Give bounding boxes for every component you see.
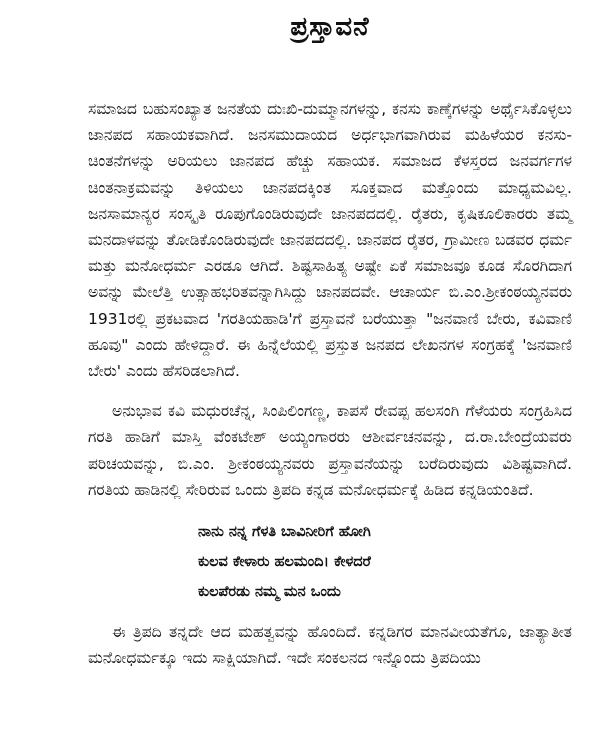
paragraph-3: ಈ ತ್ರಿಪದಿ ತನ್ನದೇ ಆದ ಮಹತ್ವವನ್ನು ಹೊಂದಿದೆ. ಕನ್ನಡಿಗರ ಮಾನವೀಯತೆಗೂ, ಜಾತ್ಯಾತೀತ ಮನೋಧರ್ಮಕ್ಕೂ ಇದು ಸಾಕ್ಷಿಯಾಗಿದೆ. ಇದೇ ಸಂಕಲನದ ಇನ್ನೊಂದು ತ್ರಿಪದಿಯು	[88, 623, 572, 668]
verse-line-1: ನಾನು ನನ್ನ ಗೆಳತಿ ಬಾವಿನೀರಿಗೆ ಹೋಗಿ	[198, 524, 371, 541]
verse-line-2: ಕುಲವ ಕೇಳಾರು ಹಲಮಂದಿ। ಕೇಳದರೆ	[198, 554, 371, 571]
tripadi-verse	[198, 517, 572, 607]
page-title: ಪ್ರಸ್ತಾವನೆ	[290, 12, 370, 42]
paragraph-1: ಸಮಾಜದ ಬಹುಸಂಖ್ಯಾತ ಜನತೆಯ ದುಃಖಿ-ದುಮ್ಮಾನಗಳನ್ನು, ಕನಸು ಕಾಣ್ಕೆಗಳನ್ನು ಅರ್ಥೈಸಿಕೊಳ್ಳಲು ಜಾನಪದ ಸಹಾಯಕವಾಗಿದೆ. ಜನಸಮುದಾಯದ ಅರ್ಧಭಾಗವಾಗಿರುವ ಮಹಿಳೆಯರ ಕನಸು-ಚಿಂತನೆಗಳನ್ನು ಅರಿಯಲು ಜಾನಪದ ಹೆಚ್ಚು ಸಹಾಯಕ. ಸಮಾಜದ ಕೆಳಸ್ತರದ ಜನವರ್ಗಗಳ ಚಿಂತನಾಕ್ರಮವನ್ನು ತಿಳಿಯಲು ಜಾನಪದಕ್ಕಿಂತ ಸೂಕ್ತವಾದ ಮತ್ತೊಂದು ಮಾಧ್ಯಮವಿಲ್ಲ. ಜನಸಾಮಾನ್ಯರ ಸಂಸ್ಕೃತಿ ರೂಪುಗೊಂಡಿರುವುದೇ ಜಾನಪದದಲ್ಲಿ. ರೈತರು, ಕೃಷಿಕೂಲಿಕಾರರು ತಮ್ಮ ಮನದಾಳವನ್ನು ತೋಡಿಕೊಂಡಿರುವುದೇ ಜಾನಪದದಲ್ಲಿ. ಜಾನಪದ ರೈತರ, ಗ್ರಾಮೀಣ ಬಡವರ ಧರ್ಮ ಮತ್ತು ಮನೋಧರ್ಮ ಎರಡೂ ಆಗಿದೆ. ಶಿಷ್ಟಸಾಹಿತ್ಯ ಅಷ್ಟೇ ಏಕೆ ಸಮಾಜವೂ ಕೂಡ ಸೊರಗಿದಾಗ ಅವನ್ನು ಮೇಲೆತ್ತಿ ಉತ್ಸಾಹಭರಿತವನ್ನಾಗಿಸಿದ್ದು ಜಾನಪದವೇ. ಆಚಾರ್ಯ ಬಿ.ಎಂ.ಶ್ರೀಕಂಠಯ್ಯನವರು 1931ರಲ್ಲಿ ಪ್ರಕಟವಾದ 'ಗರತಿಯಹಾಡಿ'ಗೆ ಪ್ರಸ್ತಾವನೆ ಬರೆಯುತ್ತಾ "ಜನವಾಣಿ ಬೇರು, ಕವಿವಾಣಿ ಹೂವು" ಎಂದು ಹೇಳಿದ್ದಾರೆ. ಈ ಹಿನ್ನೆಲೆಯಲ್ಲಿ ಪ್ರಸ್ತುತ ಜನಪದ ಲೇಖನಗಳ ಸಂಗ್ರಹಕ್ಕೆ 'ಜನವಾಣಿ ಬೇರು' ಎಂದು ಹೆಸರಿಡಲಾಗಿದೆ.	[88, 100, 572, 381]
paragraph-2: ಅನುಭಾವ ಕವಿ ಮಧುರಚೆನ್ನ, ಸಿಂಪಿಲಿಂಗಣ್ಣ, ಕಾಪಸೆ ರೇವಪ್ಪ ಹಲಸಂಗಿ ಗೆಳೆಯರು ಸಂಗ್ರಹಿಸಿದ ಗರತಿ ಹಾಡಿಗೆ ಮಾಸ್ತಿ ವೆಂಕಟೇಶ್ ಅಯ್ಯಂಗಾರರು ಆಶೀರ್ವಚನವನ್ನು, ದ.ರಾ.ಬೇಂದ್ರೆಯವರು ಪರಿಚಯವನ್ನು, ಬಿ.ಎಂ. ಶ್ರೀಕಂಠಯ್ಯನವರು ಪ್ರಸ್ತಾವನೆಯನ್ನು ಬರೆದಿರುವುದು ವಿಶಿಷ್ಟವಾಗಿದೆ. ಗರತಿಯ ಹಾಡಿನಲ್ಲಿ ಸೇರಿರುವ ಒಂದು ತ್ರಿಪದಿ ಕನ್ನಡ ಮನೋಧರ್ಮಕ್ಕೆ ಹಿಡಿದ ಕನ್ನಡಿಯಂತಿದೆ.	[88, 402, 572, 499]
verse-line-3: ಕುಲಪೆರಡು ನಮ್ಮ ಮನ ಒಂದು	[198, 584, 341, 601]
